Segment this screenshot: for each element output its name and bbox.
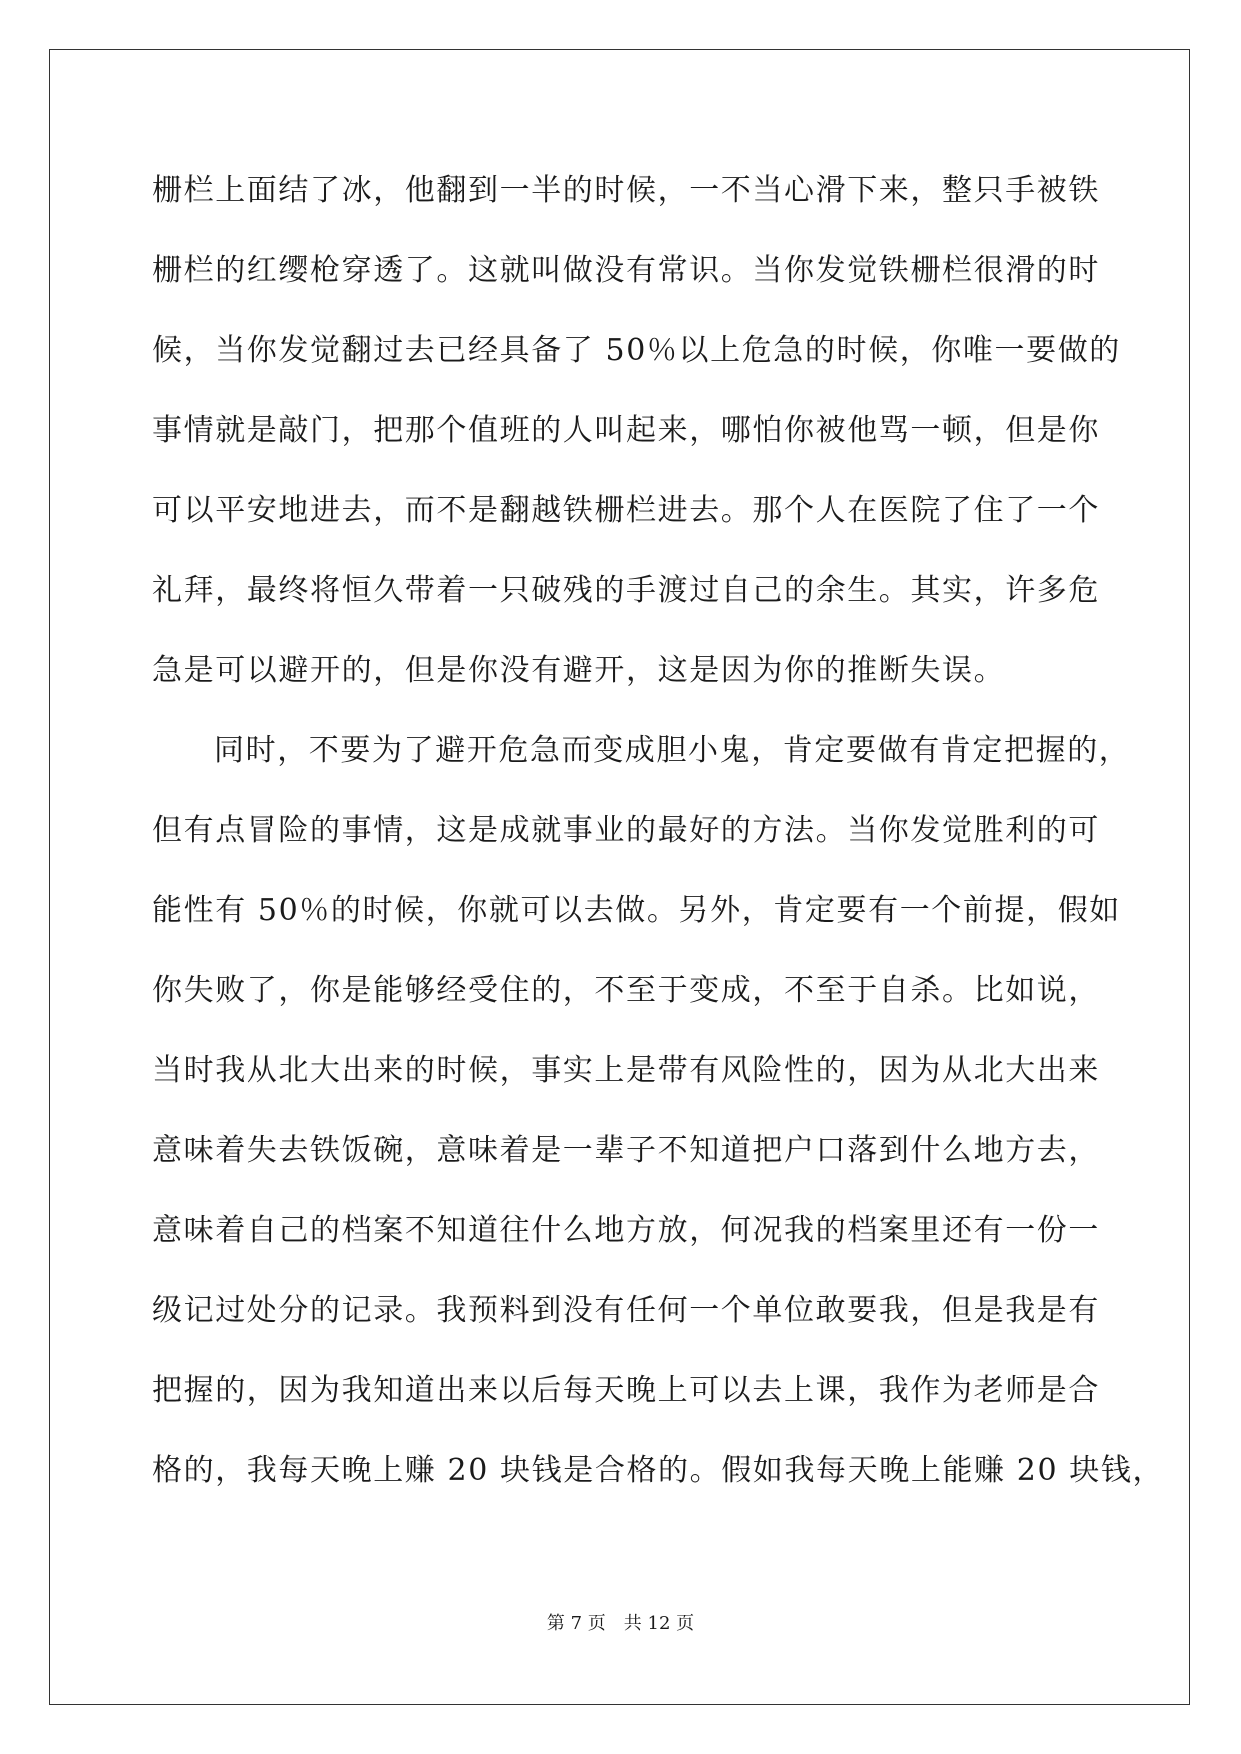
- text-line: 礼拜，最终将恒久带着一只破残的手渡过自己的余生。其实，许多危: [152, 573, 1100, 608]
- text-line: 候，当你发觉翻过去已经具备了 50％以上危急的时候，你唯一要做的: [152, 333, 1121, 368]
- text-line: 把握的，因为我知道出来以后每天晚上可以去上课，我作为老师是合: [152, 1373, 1100, 1408]
- text-line: 事情就是敲门，把那个值班的人叫起来，哪怕你被他骂一顿，但是你: [152, 413, 1100, 448]
- text-line: 能性有 50％的时候，你就可以去做。另外，肯定要有一个前提，假如: [152, 893, 1121, 928]
- paragraph-first-line: 同时，不要为了避开危急而变成胆小鬼，肯定要做有肯定把握的，: [214, 733, 1131, 768]
- text-line: 意味着自己的档案不知道往什么地方放，何况我的档案里还有一份一: [152, 1213, 1100, 1248]
- text-line: 你失败了，你是能够经受住的，不至于变成，不至于自杀。比如说，: [152, 973, 1100, 1008]
- page-total: 共 12 页: [623, 1613, 695, 1634]
- text-line: 但有点冒险的事情，这是成就事业的最好的方法。当你发觉胜利的可: [152, 813, 1100, 848]
- page-number: 第 7 页: [546, 1613, 606, 1634]
- text-line: 急是可以避开的，但是你没有避开，这是因为你的推断失误。: [152, 653, 1006, 688]
- text-line: 可以平安地进去，而不是翻越铁栅栏进去。那个人在医院了住了一个: [152, 493, 1100, 528]
- text-line: 级记过处分的记录。我预料到没有任何一个单位敢要我，但是我是有: [152, 1293, 1100, 1328]
- text-line: 意味着失去铁饭碗，意味着是一辈子不知道把户口落到什么地方去，: [152, 1133, 1100, 1168]
- text-line: 栅栏上面结了冰，他翻到一半的时候，一不当心滑下来，整只手被铁: [152, 173, 1100, 208]
- page-footer: [0, 1612, 1241, 1636]
- text-line: 当时我从北大出来的时候，事实上是带有风险性的，因为从北大出来: [152, 1053, 1100, 1088]
- text-line: 格的，我每天晚上赚 20 块钱是合格的。假如我每天晚上能赚 20 块钱，: [152, 1453, 1165, 1488]
- text-line: 栅栏的红缨枪穿透了。这就叫做没有常识。当你发觉铁栅栏很滑的时: [152, 253, 1100, 288]
